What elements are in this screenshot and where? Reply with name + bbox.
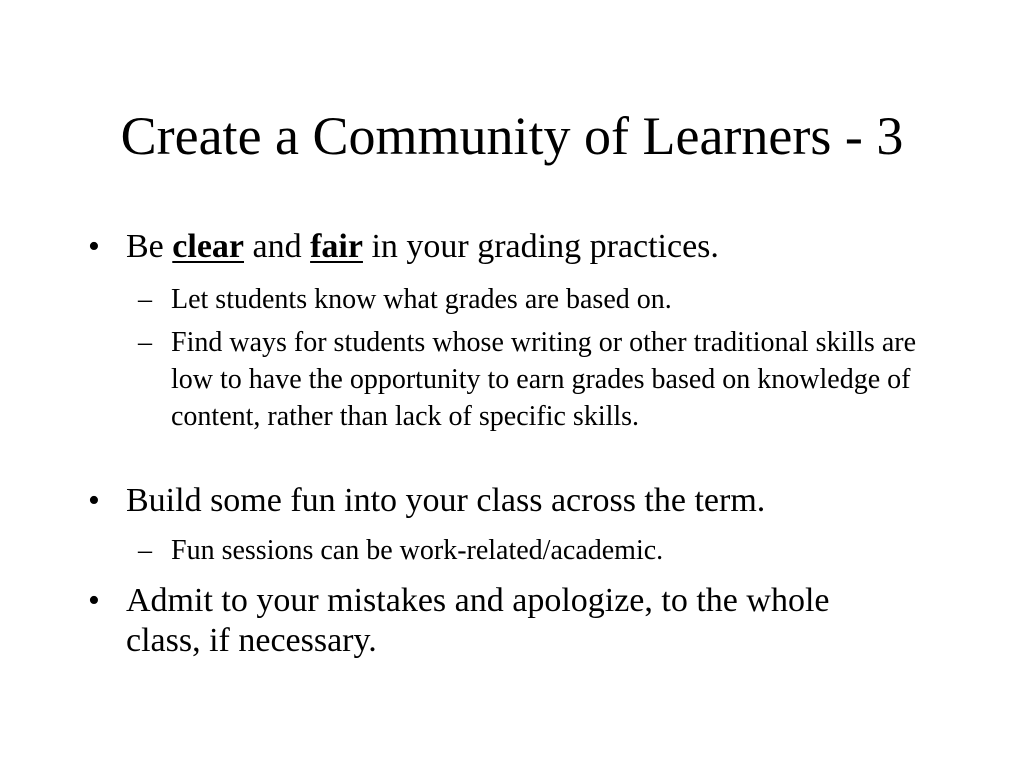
- bullet-marker: •: [88, 582, 100, 619]
- dash-marker: –: [138, 327, 152, 358]
- bullet-text-mid: and: [244, 228, 311, 265]
- bullet-text: Build some fun into your class across the term.: [126, 482, 766, 519]
- emphasis-clear: clear: [172, 228, 244, 265]
- bullet-text: Admit to your mistakes and apologize, to the whole class, if necessary.: [126, 582, 830, 659]
- bullet-item-grading: [88, 227, 946, 267]
- bullet-item-fun: [88, 481, 946, 521]
- subitem-text: Let students know what grades are based on.: [171, 284, 672, 315]
- subitem-fun-sessions: [138, 532, 951, 569]
- dash-marker: –: [138, 535, 152, 566]
- subitem-alternative-ways: [138, 324, 951, 435]
- subitem-grades-basis: [138, 281, 951, 318]
- bullet-item-mistakes: [88, 581, 886, 661]
- slide-title: Create a Community of Learners - 3: [120, 106, 904, 166]
- bullet-marker: •: [88, 228, 100, 265]
- subitem-text: Fun sessions can be work-related/academic.: [171, 535, 664, 566]
- bullet-text-prefix: Be: [126, 228, 173, 265]
- bullet-marker: •: [88, 482, 100, 519]
- bullet-text-suffix: in your grading practices.: [362, 228, 719, 265]
- dash-marker: –: [138, 284, 152, 315]
- emphasis-fair: fair: [310, 228, 363, 265]
- subitem-text: Find ways for students whose writing or other traditional skills are low to have the opportunity to earn grades based on knowledge of content, rather than lack of specific skills.: [171, 327, 916, 432]
